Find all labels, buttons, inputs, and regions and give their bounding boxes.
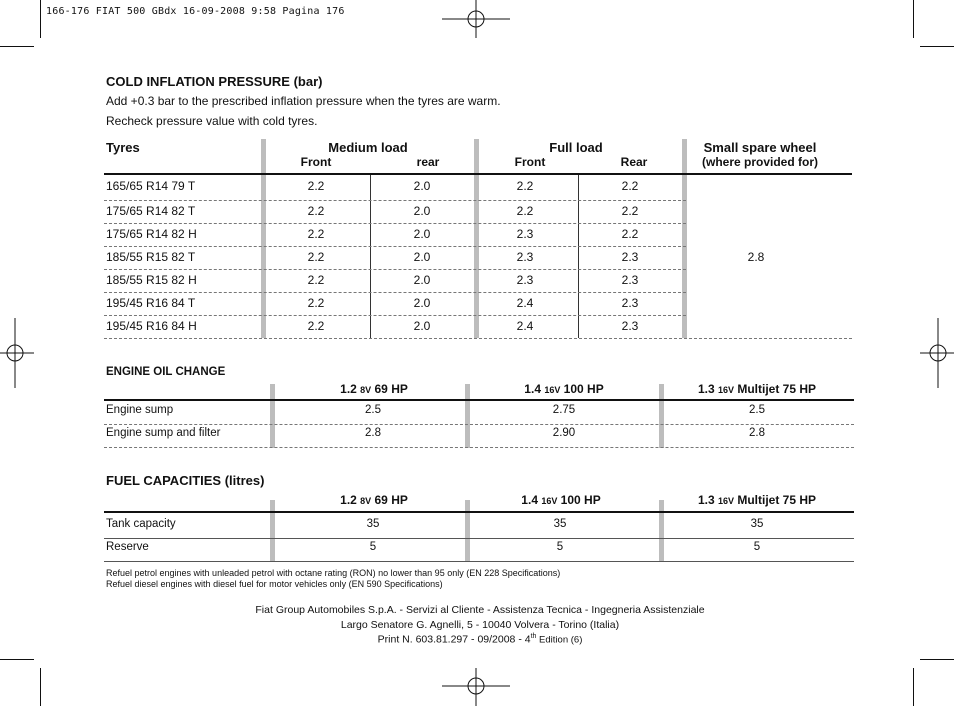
sub-medium-rear: rear [416,155,440,169]
footer-print-number [378,633,583,646]
engine-1-c: 69 HP [371,382,408,396]
engine-3-c: Multijet 75 HP [734,493,817,507]
fuel-note-1: Refuel petrol engines with unleaded petrol with octane rating (RON) no lower than 95 only (EN 228 Specifications) [106,568,561,578]
full-rear: 2.2 [621,179,639,193]
medium-front: 2.2 [307,319,325,333]
value: 2.5 [365,404,381,416]
col-medium-load: Medium load [328,140,408,155]
fuel-title-text: FUEL CAPACITIES [106,473,222,488]
medium-rear: 2.0 [413,250,431,264]
row-divider [104,292,686,293]
col-spare-wheel-sub: (where provided for) [701,155,819,169]
header-rule [104,399,854,401]
medium-front: 2.2 [307,204,325,218]
full-front: 2.4 [516,319,534,333]
value: 2.8 [365,427,381,439]
full-rear: 2.3 [621,319,639,333]
divider [261,139,266,338]
medium-front: 2.2 [307,250,325,264]
engine-1-c: 69 HP [371,493,408,507]
value: 2.90 [552,427,576,439]
header-rule [104,511,854,513]
value: 5 [369,541,377,553]
col-engine-1 [340,382,408,396]
medium-front: 2.2 [307,179,325,193]
full-rear: 2.2 [621,227,639,241]
tyre-size: 185/55 R15 82 H [106,273,197,287]
divider [270,500,275,562]
medium-rear: 2.0 [413,296,431,310]
full-front: 2.3 [516,250,534,264]
sub-full-rear: Rear [620,155,648,169]
fuel-note-2: Refuel diesel engines with diesel fuel for motor vehicles only (EN 590 Specifications) [106,579,443,589]
tyre-size: 195/45 R16 84 H [106,319,197,333]
tyre-size: 175/65 R14 82 H [106,227,197,241]
tyre-size: 175/65 R14 82 T [106,204,196,218]
medium-front: 2.2 [307,273,325,287]
row-divider [104,447,854,448]
divider [659,500,664,562]
divider [682,139,687,338]
tyre-size: 195/45 R16 84 T [106,296,196,310]
col-full-load: Full load [549,140,603,155]
row-divider [104,424,854,425]
value: 2.5 [749,404,765,416]
engine-1-a: 1.2 [340,382,361,396]
fuel-title-unit: (litres) [224,473,265,488]
divider [474,139,479,338]
sub-medium-front: Front [300,155,332,169]
engine-2-c: 100 HP [557,493,601,507]
spare-wheel-pressure: 2.8 [747,250,765,264]
full-front: 2.2 [516,204,534,218]
medium-rear: 2.0 [413,273,431,287]
tyre-size: 165/65 R14 79 T [106,179,196,193]
col-tyres: Tyres [106,140,140,155]
engine-2-b: 16V [541,496,558,506]
full-front: 2.3 [516,273,534,287]
tyre-size: 185/55 R15 82 T [106,250,196,264]
tyres-note-2: Recheck pressure value with cold tyres. [106,114,318,128]
row-divider [104,246,686,247]
value: 5 [753,541,761,553]
row-divider [104,269,686,270]
divider [465,384,470,448]
row-divider [104,200,686,201]
value: 2.8 [749,427,765,439]
row-divider [104,315,686,316]
engine-3-c: Multijet 75 HP [734,382,817,396]
full-front: 2.3 [516,227,534,241]
row-label: Tank capacity [106,518,176,530]
engine-2-b: 16V [544,385,561,395]
print-number: Print N. 603.81.297 - 09/2008 - 4 [377,633,531,646]
engine-1-b: 8V [360,385,372,395]
row-label: Engine sump and filter [106,427,221,439]
value: 35 [750,518,764,530]
engine-1-a: 1.2 [340,493,361,507]
medium-front: 2.2 [307,227,325,241]
header-rule [104,173,852,175]
medium-rear: 2.0 [413,179,431,193]
full-rear: 2.3 [621,273,639,287]
edition-superscript: th [530,633,537,640]
fuel-title [106,473,264,488]
divider [659,384,664,448]
tyres-title-unit: (bar) [293,74,323,89]
medium-rear: 2.0 [413,319,431,333]
engine-3-b: 16V [717,496,735,506]
tyres-title [106,74,322,89]
table-bottom-rule [104,561,854,562]
col-engine-1 [340,493,408,507]
row-label: Engine sump [106,404,174,416]
footer-company: Fiat Group Automobiles S.p.A. - Servizi al Cliente - Assistenza Tecnica - Ingegneria Assistenziale [255,604,705,616]
divider [465,500,470,562]
full-rear: 2.3 [621,250,639,264]
engine-1-b: 8V [360,496,372,506]
medium-front: 2.2 [307,296,325,310]
medium-rear: 2.0 [413,204,431,218]
value: 35 [366,518,380,530]
edition: Edition (6) [536,634,583,646]
medium-rear: 2.0 [413,227,431,241]
col-spare-wheel: Small spare wheel [703,140,817,155]
table-bottom-rule [104,338,852,339]
value: 35 [553,518,567,530]
row-divider [104,223,686,224]
footer-address: Largo Senatore G. Agnelli, 5 - 10040 Volvera - Torino (Italia) [340,619,620,631]
full-rear: 2.2 [621,204,639,218]
col-engine-2 [521,493,600,507]
sub-full-front: Front [514,155,546,169]
divider [270,384,275,448]
full-front: 2.2 [516,179,534,193]
full-rear: 2.3 [621,296,639,310]
engine-2-a: 1.4 [524,382,545,396]
col-engine-2 [524,382,603,396]
engine-3-a: 1.3 [697,382,718,396]
engine-3-a: 1.3 [697,493,718,507]
row-divider [104,538,854,539]
col-engine-3 [698,382,816,396]
engine-2-a: 1.4 [521,493,542,507]
value: 2.75 [552,404,576,416]
tyres-note-1: Add +0.3 bar to the prescribed inflation pressure when the tyres are warm. [106,94,501,108]
col-engine-3 [698,493,816,507]
tyres-title-text: COLD INFLATION PRESSURE [106,74,290,89]
row-label: Reserve [106,541,149,553]
oil-title: ENGINE OIL CHANGE [106,366,226,378]
print-header: 166-176 FIAT 500 GBdx 16-09-2008 9:58 Pagina 176 [46,6,345,17]
engine-3-b: 16V [717,385,735,395]
full-front: 2.4 [516,296,534,310]
engine-2-c: 100 HP [560,382,604,396]
value: 5 [556,541,564,553]
